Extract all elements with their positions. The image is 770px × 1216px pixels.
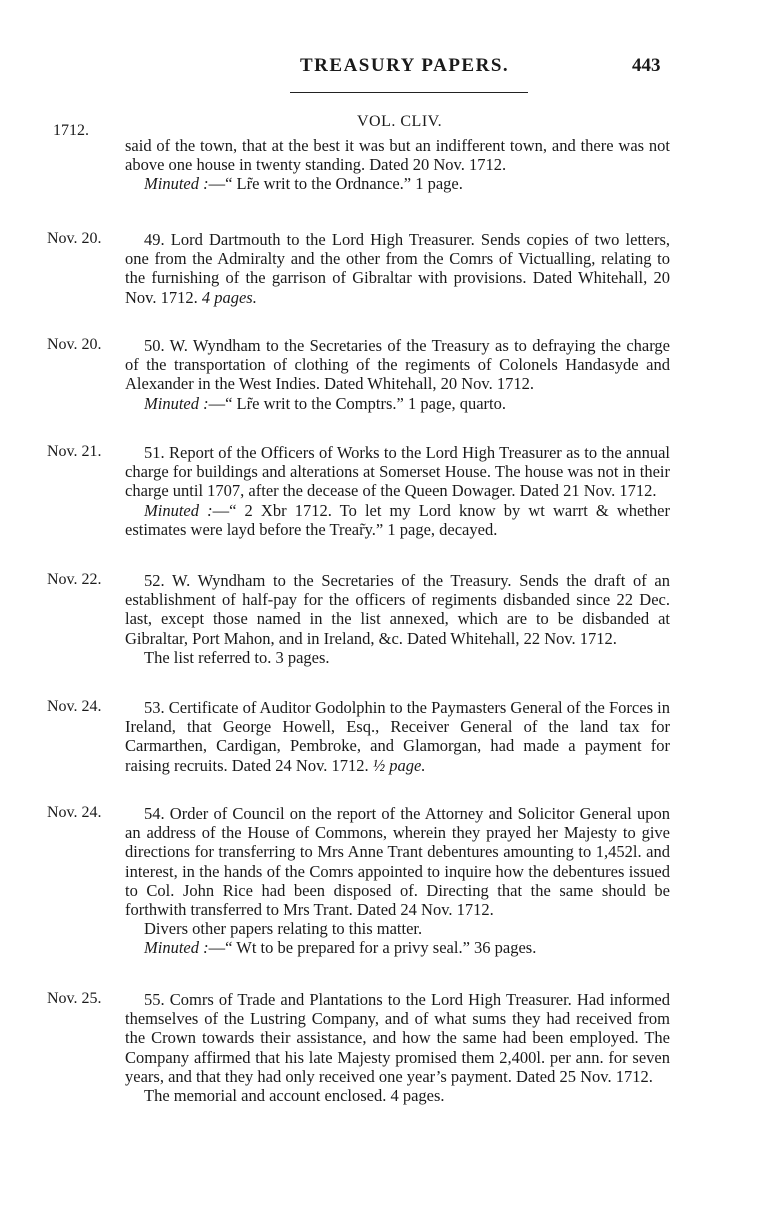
entry-date: Nov. 24. bbox=[47, 698, 102, 715]
entry-date: Nov. 25. bbox=[47, 990, 102, 1007]
entry-minute bbox=[125, 394, 670, 413]
page-number: 443 bbox=[632, 55, 661, 76]
continuation-minute bbox=[125, 174, 670, 193]
continuation-text: said of the town, that at the best it was but an indifferent town, and there was not above one house in twenty standing. Dated 20 Nov. 1712. bbox=[125, 136, 670, 175]
entry-note: The list referred to. 3 pages. bbox=[144, 647, 330, 667]
volume-heading: VOL. CLIV. bbox=[357, 113, 443, 130]
entry-date: Nov. 20. bbox=[47, 336, 102, 353]
entry-date: Nov. 20. bbox=[47, 230, 102, 247]
minute-label: Minuted : bbox=[144, 938, 209, 958]
header-rule bbox=[290, 92, 528, 93]
entry-text: 55. Comrs of Trade and Plantations to the Lord High Treasurer. Had informed themselves of the Lustring Company, and of what sums they had received from the Crown towards their assistance, and how the same had been employed. The Company affirmed that his late Majesty promised them 2,400l. per ann. for seven years, and that they had only received one year’s payment. Dated 25 Nov. 1712. bbox=[125, 990, 670, 1086]
entry-text: 50. W. Wyndham to the Secretaries of the Treasury as to defraying the charge of the transportation of clothing of the regiments of Colonels Handasyde and Alexander in the West Indies. Dated Whitehall, 20 Nov. 1712. bbox=[125, 336, 670, 394]
entry-note: Divers other papers relating to this matter. bbox=[144, 919, 423, 939]
minute-text: —“ 2 Xbr 1712. To let my Lord know by wt warrt & whether estimates were layd before the Trear̃y.” 1 page, decayed. bbox=[125, 500, 671, 539]
entry-date: Nov. 22. bbox=[47, 571, 102, 588]
entry-text: 51. Report of the Officers of Works to the Lord High Treasurer as to the annual charge for buildings and alterations at Somerset House. The house was not in their charge until 1707, after the decease of the Queen Dowager. Dated 21 Nov. 1712. bbox=[125, 443, 670, 501]
entry-text: 53. Certificate of Auditor Godolphin to the Paymasters General of the Forces in Ireland, that George Howell, Esq., Receiver General of the land tax for Carmarthen, Cardigan, Pembroke, and Glamorgan, had made a payment for raising recruits. Dated 24 Nov. 1712. ½ page. bbox=[125, 698, 670, 775]
minute-text: —“ Lr̃e writ to the Ordnance.” 1 page. bbox=[208, 174, 463, 194]
entry-note: The memorial and account enclosed. 4 pages. bbox=[144, 1086, 445, 1106]
minute-label: Minuted : bbox=[144, 174, 209, 194]
entry-pages: 4 pages. bbox=[201, 287, 257, 307]
entry-minute bbox=[125, 938, 670, 957]
entry-text: 49. Lord Dartmouth to the Lord High Treasurer. Sends copies of two letters, one from the Admiralty and the other from the Comrs of Victualling, relating to the furnishing of the garrison of Gibraltar with provisions. Dated Whitehall, 20 Nov. 1712. 4 pages. bbox=[125, 230, 670, 307]
minute-text: —“ Lr̃e writ to the Comptrs.” 1 page, quarto. bbox=[208, 393, 506, 413]
minute-label: Minuted : bbox=[144, 393, 209, 413]
running-title: TREASURY PAPERS. bbox=[300, 55, 510, 76]
entry-minute bbox=[125, 501, 670, 539]
minute-label: Minuted : bbox=[144, 500, 213, 520]
entry-date: Nov. 24. bbox=[47, 804, 102, 821]
entry-date: Nov. 21. bbox=[47, 443, 102, 460]
minute-text: —“ Wt to be prepared for a privy seal.” 36 pages. bbox=[208, 938, 537, 958]
entry-pages: ½ page. bbox=[372, 755, 426, 775]
entry-text: 54. Order of Council on the report of the Attorney and Solicitor General upon an address of the House of Commons, wherein they prayed her Majesty to give directions for transferring to Mrs Anne Trant debentures amounting to 1,452l. and interest, in the hands of the Comrs appointed to inquire how the debentures issued to Col. John Rice had been disposed of. Directing that the same should be forthwith transferred to Mrs Trant. Dated 24 Nov. 1712. bbox=[125, 804, 670, 920]
year-margin: 1712. bbox=[53, 122, 89, 139]
entry-text: 52. W. Wyndham to the Secretaries of the Treasury. Sends the draft of an establishment of half-pay for the officers of regiments disbanded since 22 Dec. last, except those named in the list annexed, which are to be disbanded at Gibraltar, Port Mahon, and in Ireland, &c. Dated Whitehall, 22 Nov. 1712. bbox=[125, 571, 670, 648]
page-header bbox=[0, 55, 770, 81]
continuation-entry bbox=[125, 136, 670, 194]
